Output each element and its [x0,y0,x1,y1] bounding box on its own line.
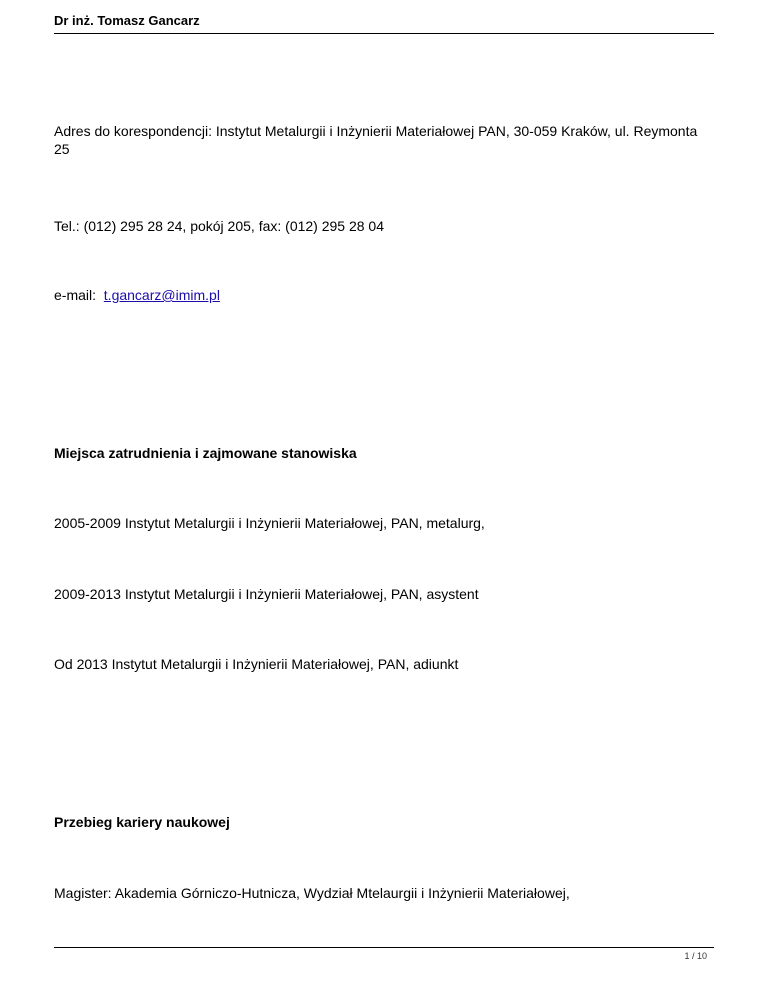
employment-item: 2009-2013 Instytut Metalurgii i Inżynierii Materiałowej, PAN, asystent [54,586,479,602]
footer-divider [54,947,714,948]
career-item: Magister: Akademia Górniczo-Hutnicza, Wydział Mtelaurgii i Inżynierii Materiałowej, [54,885,570,901]
employment-heading: Miejsca zatrudnienia i zajmowane stanowiska [54,445,357,461]
header-divider [54,33,714,34]
career-heading: Przebieg kariery naukowej [54,814,230,830]
employment-item: Od 2013 Instytut Metalurgii i Inżynierii Materiałowej, PAN, adiunkt [54,656,459,672]
document-header-title: Dr inż. Tomasz Gancarz [54,13,200,28]
page-number: 1 / 10 [684,951,707,961]
email-line [54,286,714,304]
email-link[interactable]: t.gancarz@imim.pl [103,287,220,303]
employment-item: 2005-2009 Instytut Metalurgii i Inżynierii Materiałowej, PAN, metalurg, [54,515,485,531]
correspondence-address: Adres do korespondencji: Instytut Metalurgii i Inżynierii Materiałowej PAN, 30-059 Kraków, ul. Reymonta 25 [54,123,698,157]
phone-fax-line: Tel.: (012) 295 28 24, pokój 205, fax: (012) 295 28 04 [54,218,385,234]
email-label: e-mail: [54,287,97,303]
